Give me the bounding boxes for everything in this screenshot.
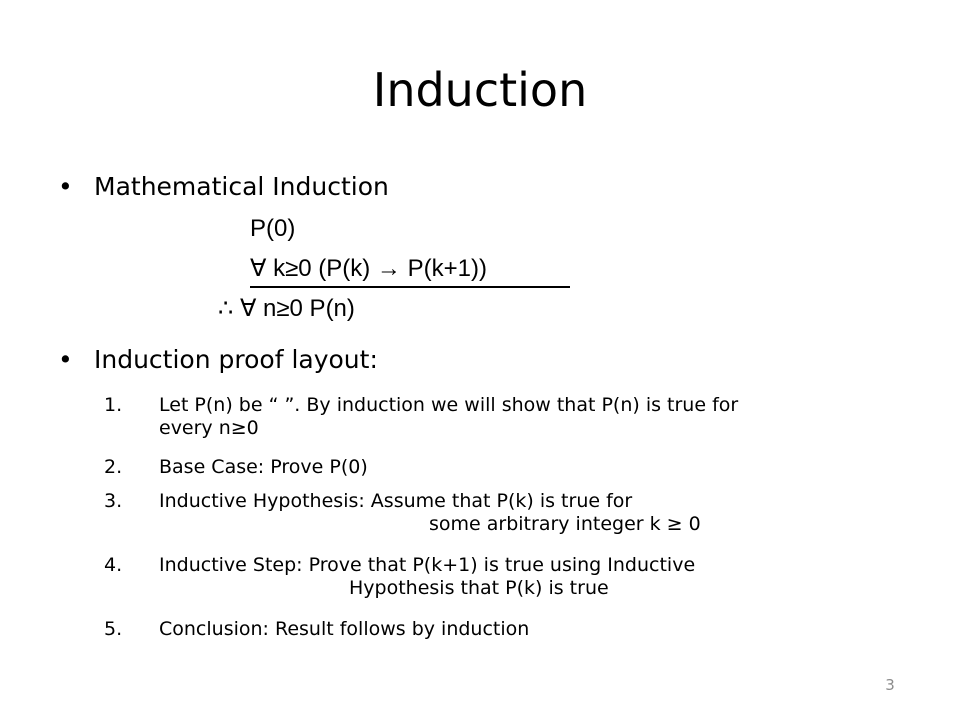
premise-step: ∀ k≥0 (P(k) → P(k+1)) <box>250 255 487 282</box>
bullet-marker: • <box>58 172 73 201</box>
step-text-continued: every n≥0 <box>159 417 259 439</box>
step-text: Inductive Step: Prove that P(k+1) is true using Inductive <box>159 554 696 576</box>
inference-rule-line <box>250 286 570 288</box>
step-text-continued: some arbitrary integer k ≥ 0 <box>429 513 701 535</box>
step-text-continued: Hypothesis that P(k) is true <box>349 577 609 599</box>
step-text: Base Case: Prove P(0) <box>159 456 368 478</box>
bullet-text: Mathematical Induction <box>94 172 389 201</box>
step-number: 4. <box>104 554 123 576</box>
inference-conclusion: ∴ ∀ n≥0 P(n) <box>218 295 355 322</box>
premise-base: P(0) <box>250 215 296 242</box>
step-number: 5. <box>104 618 123 640</box>
step-text: Let P(n) be “ ”. By induction we will show that P(n) is true for <box>159 394 739 416</box>
step-number: 3. <box>104 490 123 512</box>
page-number: 3 <box>885 676 895 694</box>
step-text: Conclusion: Result follows by induction <box>159 618 530 640</box>
step-text: Inductive Hypothesis: Assume that P(k) is true for <box>159 490 633 512</box>
step-number: 2. <box>104 456 123 478</box>
slide-title: Induction <box>372 63 588 117</box>
step-number: 1. <box>104 394 123 416</box>
bullet-marker: • <box>58 345 73 374</box>
bullet-text: Induction proof layout: <box>94 345 378 374</box>
